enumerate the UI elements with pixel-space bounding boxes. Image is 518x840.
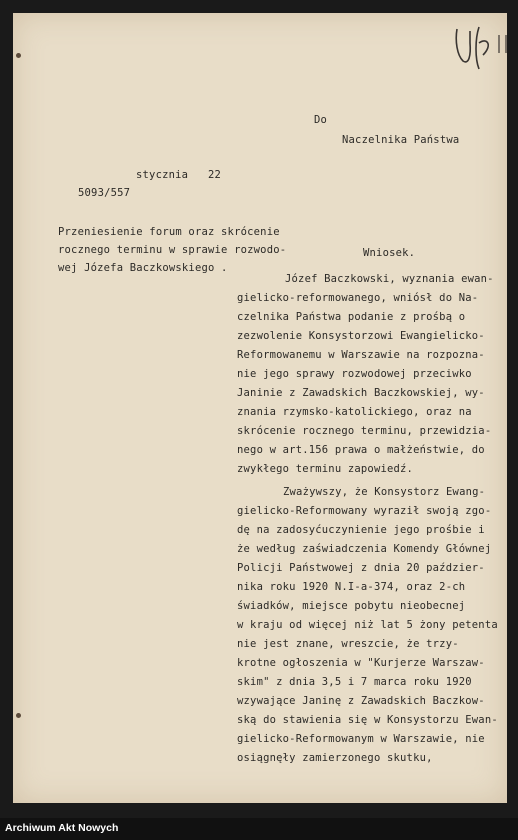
body-line: w kraju od więcej niż lat 5 żony petenta xyxy=(237,619,498,631)
body-line: nika roku 1920 N.I-a-374, oraz 2-ch xyxy=(237,581,466,593)
body-line: nie jego sprawy rozwodowej przeciwko xyxy=(237,368,472,380)
body-line: że według zaświadczenia Komendy Głównej xyxy=(237,543,492,555)
body-line: nie jest znane, wreszcie, że trzy- xyxy=(237,638,459,650)
punch-hole-bottom xyxy=(16,713,21,718)
body-line: Janinie z Zawadskich Baczkowskiej, wy- xyxy=(237,387,485,399)
document-heading: Wniosek. xyxy=(363,247,416,259)
body-line: czelnika Państwa podanie z prośbą o xyxy=(237,311,466,323)
handwritten-mark xyxy=(453,25,515,75)
body-line: skim" z dnia 3,5 i 7 marca roku 1920 xyxy=(237,676,472,688)
body-line: Policji Państwowej z dnia 20 paździer- xyxy=(237,562,485,574)
body-line: Zważywszy, że Konsystorz Ewang- xyxy=(283,486,486,498)
body-line: Józef Baczkowski, wyznania ewan- xyxy=(285,273,494,285)
body-line: wzywające Janinę z Zawadskich Baczkow- xyxy=(237,695,485,707)
body-line: dę na zadosyćuczynienie jego prośbie i xyxy=(237,524,485,536)
addressee-prefix: Do xyxy=(314,114,328,126)
reference-number: 5093/557 xyxy=(78,187,131,199)
body-line: skrócenie rocznego terminu, przewidzia- xyxy=(237,425,492,437)
body-line: zezwolenie Konsystorzowi Ewangielicko- xyxy=(237,330,485,342)
body-line: nego w art.156 prawa o małżeństwie, do xyxy=(237,444,485,456)
punch-hole-top xyxy=(16,53,21,58)
body-line: świadków, miejsce pobytu nieobecnej xyxy=(237,600,466,612)
body-line: gielicko-Reformowanym w Warszawie, nie xyxy=(237,733,485,745)
body-line: Reformowanemu w Warszawie na rozpoznа- xyxy=(237,349,485,361)
body-line: zwykłego terminu zapowiedź. xyxy=(237,463,414,475)
subject-line: Przeniesienie forum oraz skrócenie xyxy=(58,226,280,238)
body-line: znania rzymsko-katolickiego, oraz na xyxy=(237,406,472,418)
addressee-name: Naczelnika Państwa xyxy=(342,134,460,146)
body-line: ską do stawienia się w Konsystorzu Ewan- xyxy=(237,714,498,726)
body-line: gielicko-Reformowany wyraził swoją zgo- xyxy=(237,505,492,517)
body-line: osiągnęły zamierzonego skutku, xyxy=(237,752,433,764)
subject-line: rocznego terminu w sprawie rozwodo- xyxy=(58,244,287,256)
archive-footer xyxy=(0,818,518,840)
date-day: 22 xyxy=(208,169,222,181)
archive-name: Archiwum Akt Nowych xyxy=(5,822,119,834)
body-line: gielicko-reformowanego, wniósł do Na- xyxy=(237,292,479,304)
date-month: stycznia xyxy=(136,169,189,181)
body-line: krotne ogłoszenia w "Kurjerze Warszaw- xyxy=(237,657,485,669)
subject-line: wej Józefa Baczkowskiego . xyxy=(58,262,228,274)
